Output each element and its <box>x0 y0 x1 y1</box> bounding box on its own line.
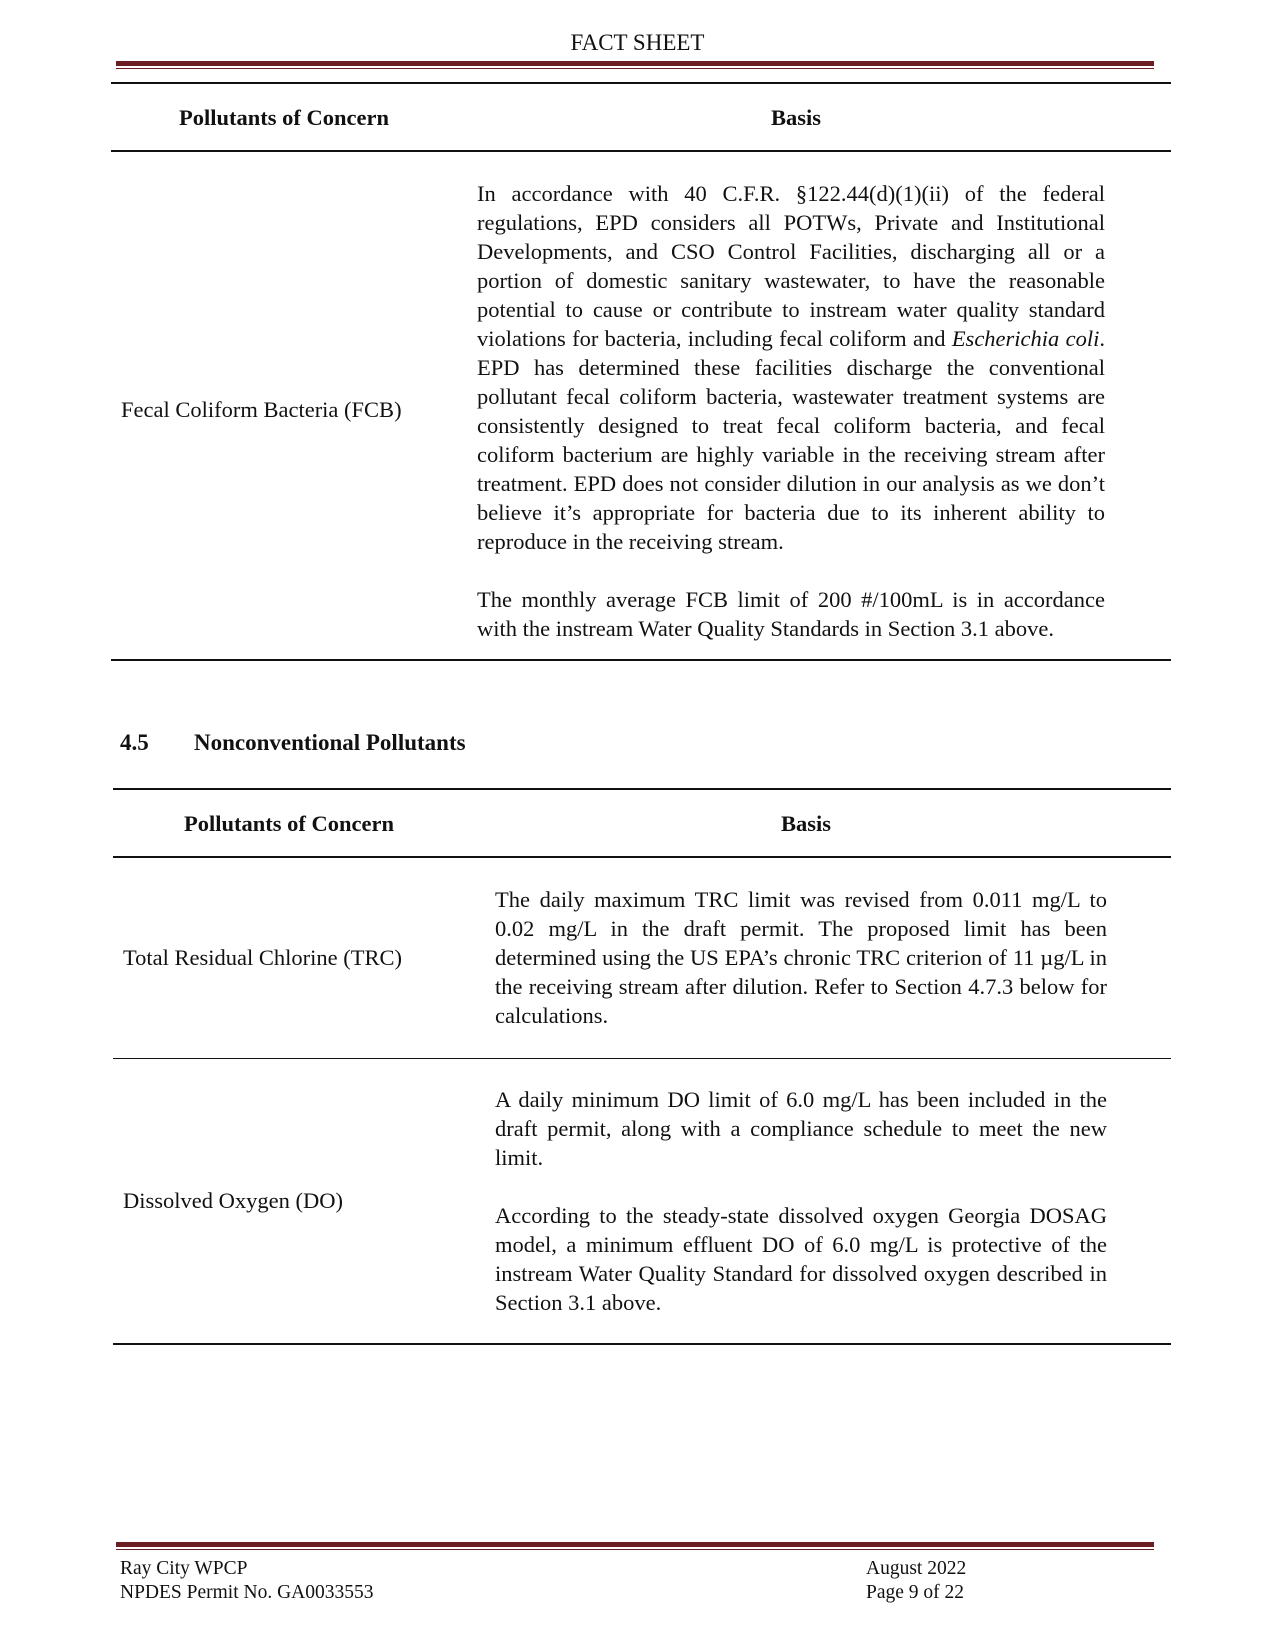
basis-text: In accordance with 40 C.F.R. §122.44(d)(1)(ii) of the federal regulations, EPD considers all POTWs, Private and Institutional Developments, and CSO Control Facilities, discharging all or a portion of domestic sanitary wastewater, to have the reasonable potential to cause or contribute to instream water quality standard violations for bacteria, including fecal coliform and <box>477 180 1105 351</box>
basis-paragraph: According to the steady-state dissolved oxygen Georgia DOSAG model, a minimum effluent DO of 6.0 mg/L is protective of the instream Water Quality Standard for dissolved oxygen described in Section 3.1 above. <box>495 1202 1107 1315</box>
footer-page-number: Page 9 of 22 <box>866 1582 965 1603</box>
basis-paragraph <box>477 179 1105 556</box>
column-header-pollutants: Pollutants of Concern <box>179 104 389 130</box>
basis-paragraph: A daily minimum DO limit of 6.0 mg/L has been included in the draft permit, along with a compliance schedule to meet the new limit. <box>495 1086 1107 1170</box>
footer-permit: NPDES Permit No. GA0033553 <box>120 1582 374 1603</box>
header-rule <box>116 61 1154 69</box>
pollutants-table-conventional <box>111 82 1171 661</box>
column-header-pollutants: Pollutants of Concern <box>184 810 394 836</box>
footer-right <box>866 1557 966 1605</box>
page-header-title: FACT SHEET <box>570 30 705 55</box>
column-header-basis: Basis <box>780 810 832 836</box>
pollutants-table-nonconventional <box>113 788 1171 1345</box>
pollutant-name: Fecal Coliform Bacteria (FCB) <box>121 397 402 422</box>
section-heading <box>120 730 466 756</box>
footer-facility: Ray City WPCP <box>120 1558 248 1579</box>
basis-text: . EPD has determined these facilities discharge the conventional pollutant fecal coliform bacteria, wastewater treatment systems are consistently designed to treat fecal coliform bacteria, and fecal coliform bacterium are highly variable in the receiving stream after treatment. EPD does not consider dilution in our analysis as we don’t believe it’s appropriate for bacteria due to its inherent ability to reproduce in the receiving stream. <box>477 325 1105 554</box>
pollutant-name: Total Residual Chlorine (TRC) <box>123 945 403 971</box>
table-row <box>113 857 1171 1058</box>
footer-date: August 2022 <box>866 1558 967 1579</box>
pollutant-basis <box>477 151 1105 660</box>
pollutant-name: Dissolved Oxygen (DO) <box>123 1188 343 1214</box>
basis-italic-text: Escherichia coli <box>951 325 1100 351</box>
footer-rule <box>116 1542 1154 1550</box>
table-row <box>113 1058 1171 1344</box>
footer-left <box>120 1557 374 1605</box>
basis-paragraph: The monthly average FCB limit of 200 #/100mL is in accordance with the instream Water Quality Standards in Section 3.1 above. <box>477 586 1105 641</box>
table-row <box>111 151 1171 660</box>
section-title: Nonconventional Pollutants <box>194 730 466 755</box>
section-number: 4.5 <box>120 730 149 755</box>
pollutant-basis <box>495 857 1107 1058</box>
pollutant-basis <box>495 1058 1107 1344</box>
basis-paragraph: The daily maximum TRC limit was revised from 0.011 mg/L to 0.02 mg/L in the draft permit. The proposed limit has been determined using the US EPA’s chronic TRC criterion of 11 µg/L in the receiving stream after dilution. Refer to Section 4.7.3 below for calculations. <box>495 887 1107 1029</box>
column-header-basis: Basis <box>770 104 822 130</box>
